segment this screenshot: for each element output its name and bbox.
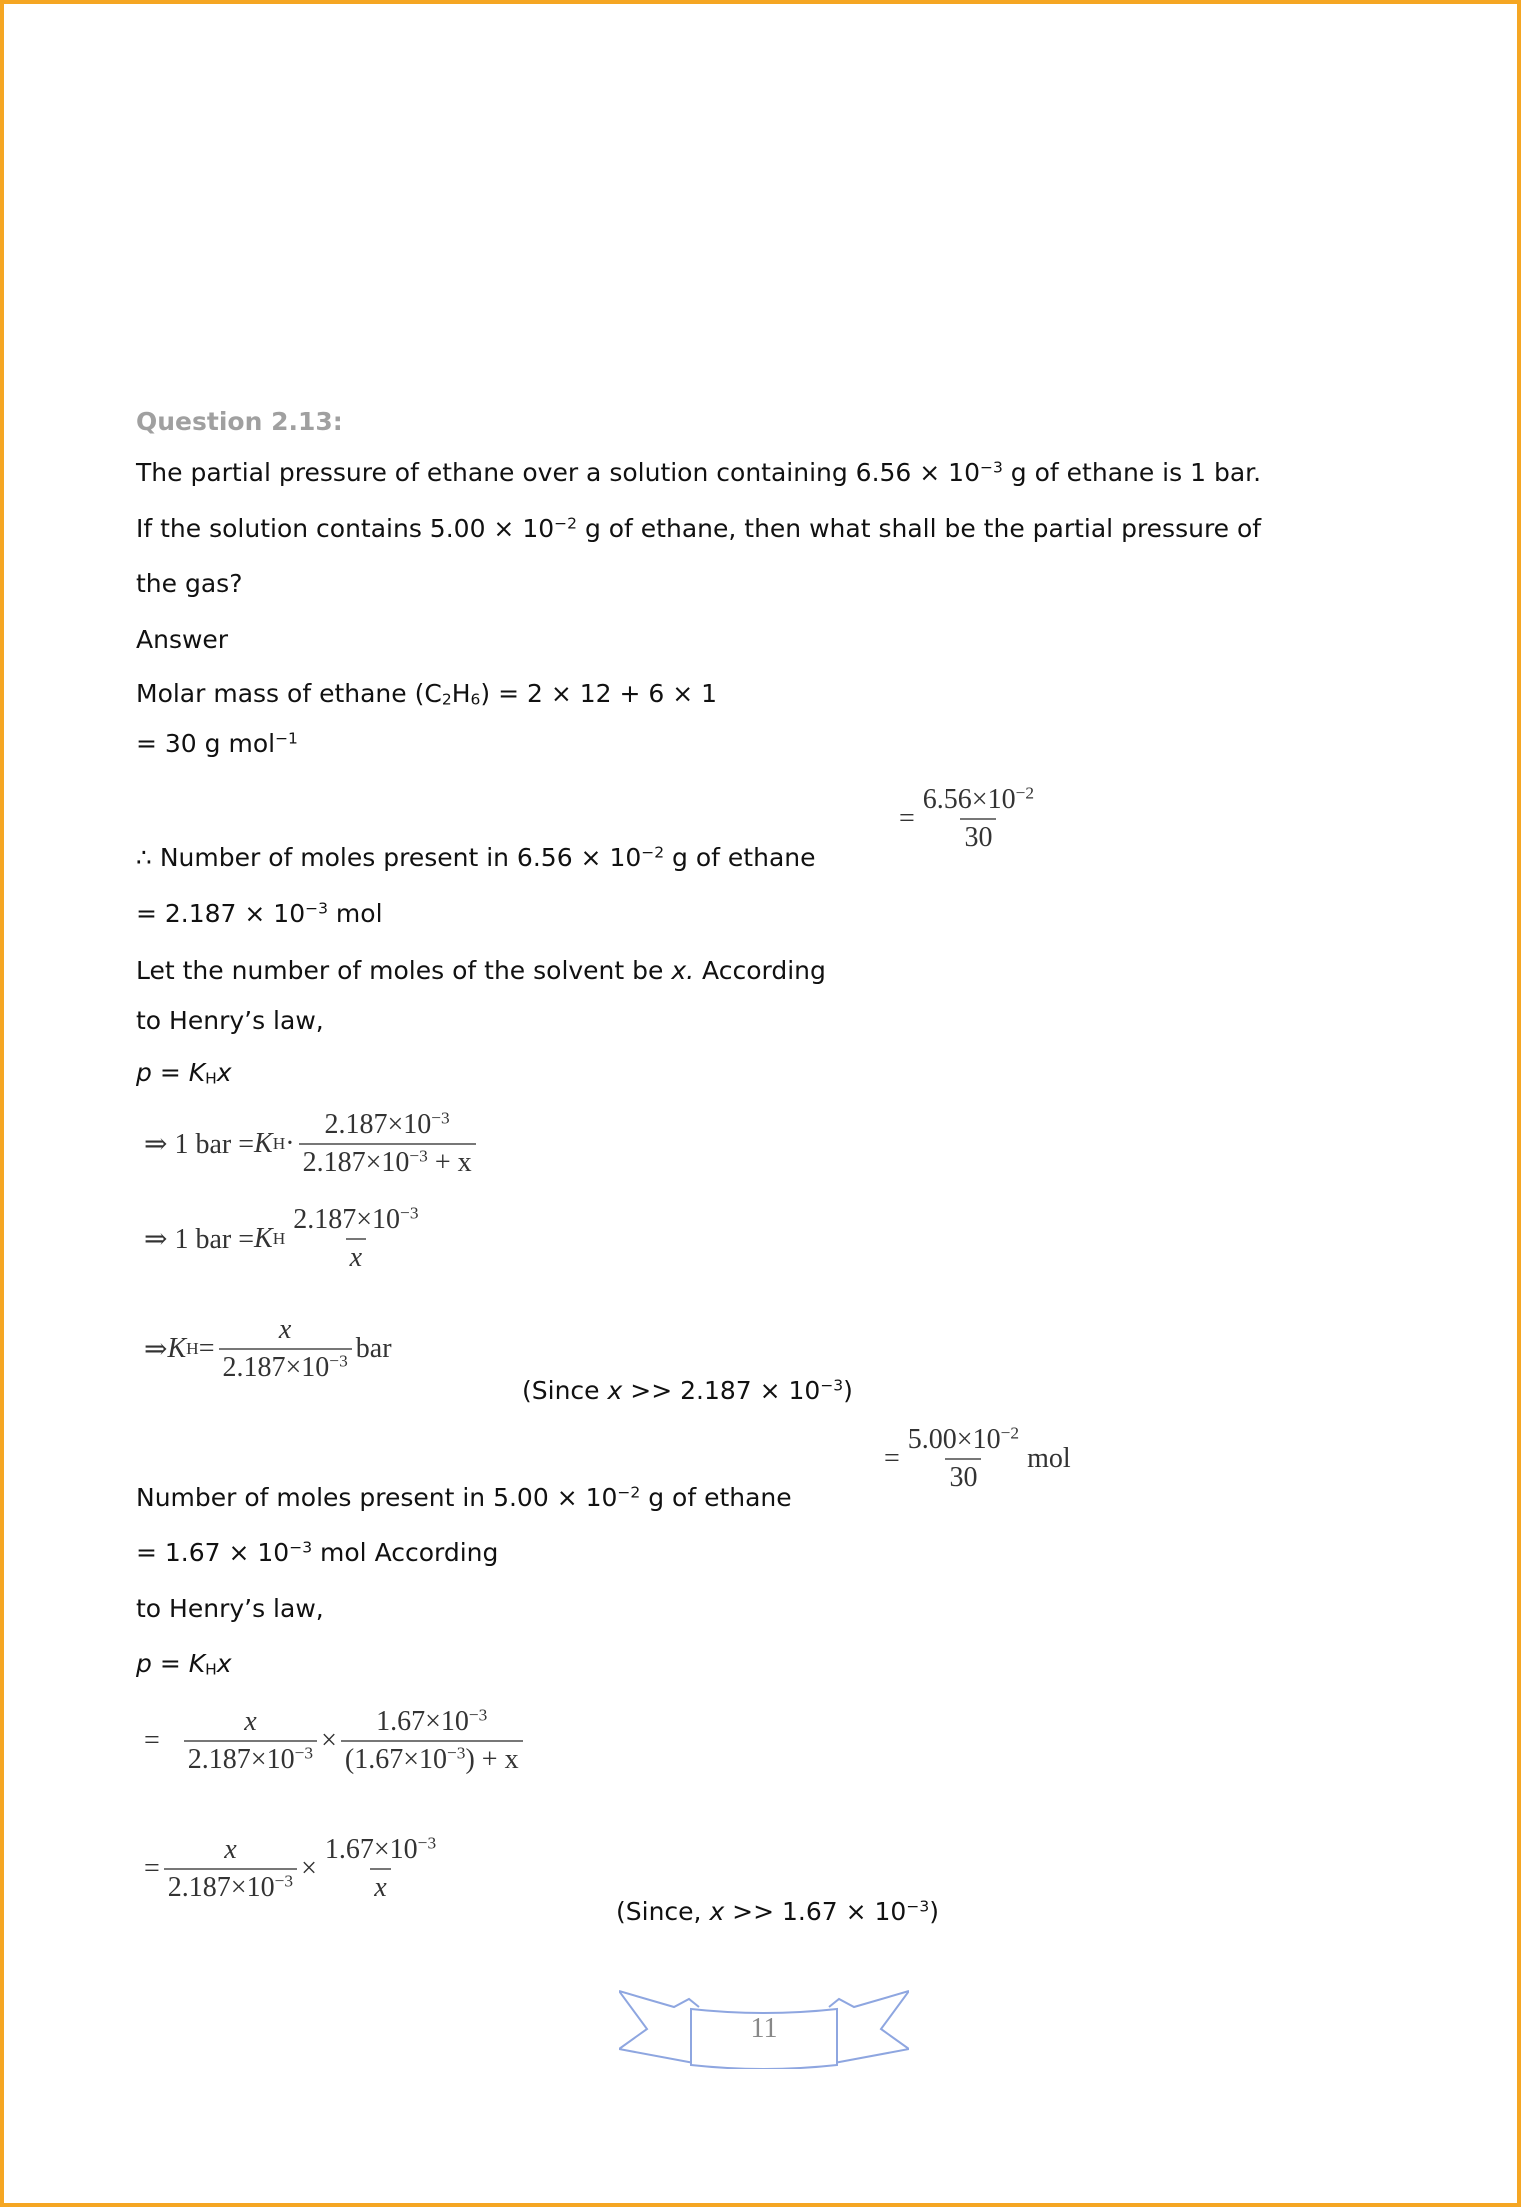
moles1-line: ∴ Number of moles present in $6.56 \times 10^{-2}$ g of ethane [136,843,816,872]
answer-label: Answer [136,625,229,654]
moles2-fraction: = $\frac{5.00\times 10^{-2}}{30}$ mol [884,1423,1071,1493]
henry-law-line-2: to Henry’s law, [136,1594,324,1623]
equation-5: = $\frac{x}{2.187\times 10^{-3}}$ × $\frac{1.67\times 10^{-3}}{x}$ [144,1833,437,1903]
molar-mass-result: = 30 g mol$^{-1}$ [136,729,298,758]
let-line: Let the number of moles of the solvent be x. According [136,956,826,985]
henry-law-formula-1: $p = K_Hx$ [136,1058,232,1088]
page-number: 11 [750,2013,778,2044]
henry-law-formula-2: $p = K_Hx$ [136,1649,232,1679]
question-title: Question 2.13: [136,407,343,436]
moles2-line: Number of moles present in $5.00 \times 10^{-2}$ g of ethane [136,1483,792,1512]
since-note-2: (Since, $x >> 1.67 \times 10^{-3}$) [616,1897,939,1926]
page-number-banner [619,1989,909,2069]
equation-2: ⇒ 1 bar = K H $\frac{2.187\times 10^{-3}}{x}$ [144,1203,419,1273]
molar-mass-line: Molar mass of ethane $(C_2H_6) = 2 \times 12 + 6 \times 1$ [136,679,718,709]
equation-3: ⇒ K H = $\frac{x}{2.187\times 10^{-3}}$ bar [144,1314,392,1383]
equation-1: ⇒ 1 bar = K H · $\frac{2.187\times 10^{-3}}{2.187\times 10^{-3} + x}$ [144,1109,480,1179]
equation-4: = $\frac{x}{2.187\times 10^{-3}}$ × $\frac{1.67\times 10^{-3}}{(1.67\times 10^{-3}) + x}$ [144,1706,527,1776]
since-note-1: (Since $x >> 2.187 \times 10^{-3}$) [522,1376,853,1405]
moles1-result: = $2.187 \times 10^{-3}$ mol [136,899,383,928]
moles1-fraction: = $\frac{6.56\times 10^{-2}}{30}$ [899,783,1035,853]
question-line-2: If the solution contains $5.00 \times 10^{-2}$ g of ethane, then what shall be the partial pressure of [136,514,1262,543]
henry-law-line-1: to Henry’s law, [136,1006,324,1035]
question-line-1: The partial pressure of ethane over a solution containing $6.56 \times 10^{-3}$ g of ethane is 1 bar. [136,458,1262,487]
question-line-3: the gas? [136,569,243,598]
moles2-result: = $1.67 \times 10^{-3}$ mol According [136,1538,499,1567]
